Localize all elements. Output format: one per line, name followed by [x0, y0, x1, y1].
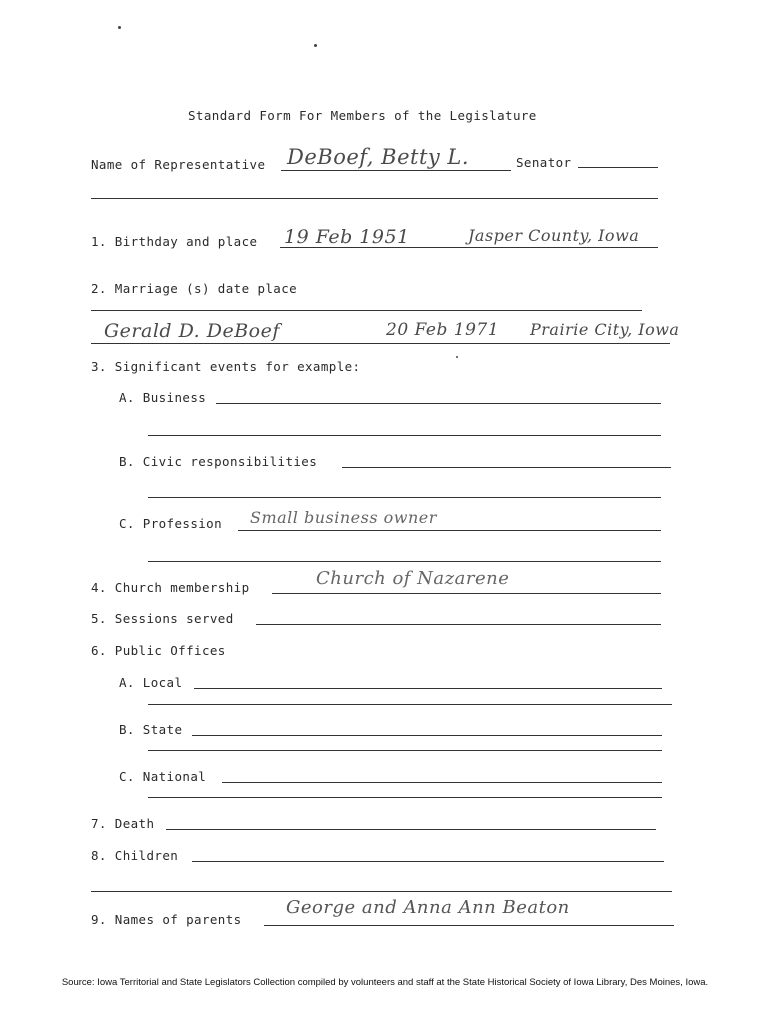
q3-label: 3. Significant events for example:	[91, 359, 361, 374]
q7-line	[166, 829, 656, 830]
q1-label: 1. Birthday and place	[91, 234, 258, 249]
q4-line	[272, 593, 661, 594]
q8-line-2	[91, 891, 672, 892]
scan-speck	[118, 26, 121, 29]
name-handwriting: DeBoef, Betty L.	[287, 145, 470, 169]
scan-speck	[456, 356, 458, 358]
name-line	[281, 170, 511, 171]
q3c-label: C. Profession	[119, 516, 223, 531]
q6b-line-2	[148, 750, 662, 751]
q2-date-handwriting: 20 Feb 1971	[386, 320, 500, 340]
q5-label: 5. Sessions served	[91, 611, 234, 626]
q4-label: 4. Church membership	[91, 580, 250, 595]
q6a-label: A. Local	[119, 675, 183, 690]
source-footer: Source: Iowa Territorial and State Legislators Collection compiled by volunteers and staff at the State Historical Society of Iowa Library, Des Moines, Iowa.	[61, 977, 709, 988]
q6a-line	[194, 688, 662, 689]
q2-place-handwriting: Prairie City, Iowa	[530, 320, 680, 339]
q2-label: 2. Marriage (s) date place	[91, 281, 298, 296]
q2-spouse-handwriting: Gerald D. DeBoef	[104, 320, 280, 342]
q3a-line	[216, 403, 661, 404]
q3a-label: A. Business	[119, 390, 207, 405]
q3b-label: B. Civic responsibilities	[119, 454, 318, 469]
q8-line	[192, 861, 664, 862]
q5-line	[256, 624, 661, 625]
q7-label: 7. Death	[91, 816, 155, 831]
q6a-line-2	[148, 704, 672, 705]
q2-answer-line	[91, 343, 670, 344]
q6c-line-2	[148, 797, 662, 798]
q1-place-handwriting: Jasper County, Iowa	[468, 226, 640, 245]
name-extra-line	[91, 198, 658, 199]
q3c-line-2	[148, 561, 661, 562]
scan-speck	[314, 44, 317, 47]
q3a-line-2	[148, 435, 661, 436]
q6-label: 6. Public Offices	[91, 643, 226, 658]
form-title: Standard Form For Members of the Legislature	[188, 108, 537, 123]
q8-label: 8. Children	[91, 848, 179, 863]
q3c-line	[238, 530, 661, 531]
q3c-handwriting: Small business owner	[250, 508, 437, 527]
q9-label: 9. Names of parents	[91, 912, 242, 927]
q9-handwriting: George and Anna Ann Beaton	[286, 897, 570, 918]
q6c-label: C. National	[119, 769, 207, 784]
q6c-line	[222, 782, 662, 783]
q6b-label: B. State	[119, 722, 183, 737]
q2-line	[91, 310, 642, 311]
q4-handwriting: Church of Nazarene	[316, 568, 510, 589]
q9-line	[264, 925, 674, 926]
q1-date-handwriting: 19 Feb 1951	[284, 226, 410, 248]
q6b-line	[192, 735, 662, 736]
name-label: Name of Representative	[91, 157, 266, 172]
senator-line	[578, 167, 658, 168]
q3b-line-2	[148, 497, 661, 498]
q3b-line	[342, 467, 671, 468]
senator-label: Senator	[516, 155, 572, 170]
